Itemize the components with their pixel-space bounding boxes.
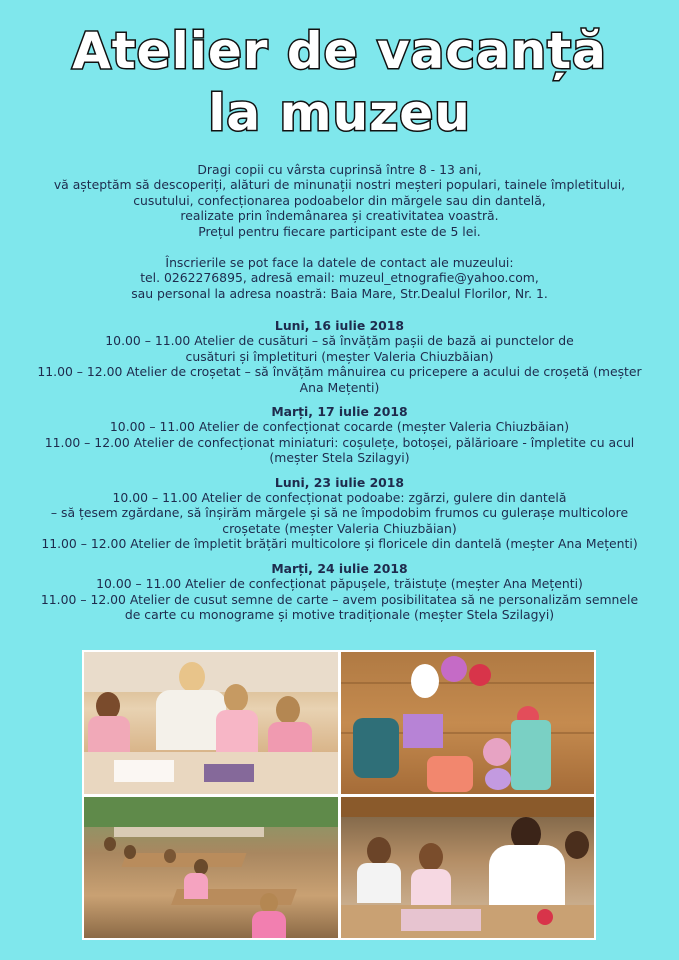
activity-line: 11.00 – 12.00 Atelier de cusut semne de carte – avem posibilitatea să ne personalizăm semnele <box>40 591 639 607</box>
poster-title-line1: Atelier de vacanță <box>72 22 607 80</box>
activity-line: cusături și împletituri (meșter Valeria Chiuzbăian) <box>185 348 494 364</box>
schedule-day <box>0 404 679 466</box>
photo-children-sewing <box>84 652 338 794</box>
intro-line: vă așteptăm să descoperiți, alături de minunații nostri meșteri populari, tainele împletitului, <box>53 177 626 193</box>
schedule <box>0 318 679 622</box>
photo-crochet-items <box>341 652 594 794</box>
activity-line: de carte cu monograme și motive tradiționale (meșter Stela Szilagyi) <box>124 606 555 622</box>
activity-line: 10.00 – 11.00 Atelier de confecționat cocarde (meșter Valeria Chiuzbăian) <box>109 419 570 435</box>
contact-line: sau personal la adresa noastră: Baia Mare, Str.Dealul Florilor, Nr. 1. <box>131 285 548 301</box>
intro-line: Dragi copii cu vârsta cuprinsă între 8 - 13 ani, <box>197 162 482 177</box>
contact-text <box>0 255 679 301</box>
photo-collage <box>82 650 596 940</box>
photo-children-tables <box>84 797 338 938</box>
intro-line: Prețul pentru fiecare participant este de 5 lei. <box>198 223 481 239</box>
day-date: Marți, 17 iulie 2018 <box>271 404 408 420</box>
activity-line: croșetate (meșter Valeria Chiuzbăian) <box>222 520 457 536</box>
activity-line: 11.00 – 12.00 Atelier de confecționat miniaturi: coșulețe, botoșei, pălărioare - împletite cu acul <box>44 434 635 450</box>
photo-craft-workshop <box>341 797 594 938</box>
poster-title-line2: la muzeu <box>208 84 471 142</box>
intro-line: realizate prin îndemânarea și creativitatea voastră. <box>180 208 499 224</box>
activity-line: 11.00 – 12.00 Atelier de împletit brățări multicolore și floricele din dantelă (meșter Ana Mețenti) <box>41 536 638 552</box>
intro-line: cusutului, confecționarea podoabelor din mărgele sau din dantelă, <box>133 192 546 208</box>
schedule-day <box>0 561 679 623</box>
day-date: Luni, 23 iulie 2018 <box>274 474 405 490</box>
intro-text <box>0 162 679 239</box>
activity-line: (meșter Stela Szilagyi) <box>269 450 410 466</box>
activity-line: 10.00 – 11.00 Atelier de confecționat păpușele, trăistuțe (meșter Ana Mețenti) <box>96 576 583 592</box>
activity-line: – să țesem zgărdane, să înșirăm mărgele și să ne împodobim frumos cu gulerașe multicolore <box>50 505 629 521</box>
day-date: Marți, 24 iulie 2018 <box>271 560 408 576</box>
activity-line: 10.00 – 11.00 Atelier de cusături – să învățăm pașii de bază ai punctelor de <box>105 333 574 349</box>
contact-line: Înscrierile se pot face la datele de contact ale muzeului: <box>165 255 514 270</box>
schedule-day <box>0 475 679 552</box>
contact-line: tel. 0262276895, adresă email: muzeul_etnografie@yahoo.com, <box>140 270 539 286</box>
activity-line: 10.00 – 11.00 Atelier de confecționat podoabe: zgărzi, gulere din dantelă <box>112 490 567 506</box>
activity-line: 11.00 – 12.00 Atelier de croșetat – să învățăm mânuirea cu pricepere a acului de croșetă (meșter <box>37 364 642 380</box>
day-date: Luni, 16 iulie 2018 <box>274 318 405 333</box>
schedule-day <box>0 318 679 395</box>
activity-line: Ana Mețenti) <box>299 379 380 395</box>
